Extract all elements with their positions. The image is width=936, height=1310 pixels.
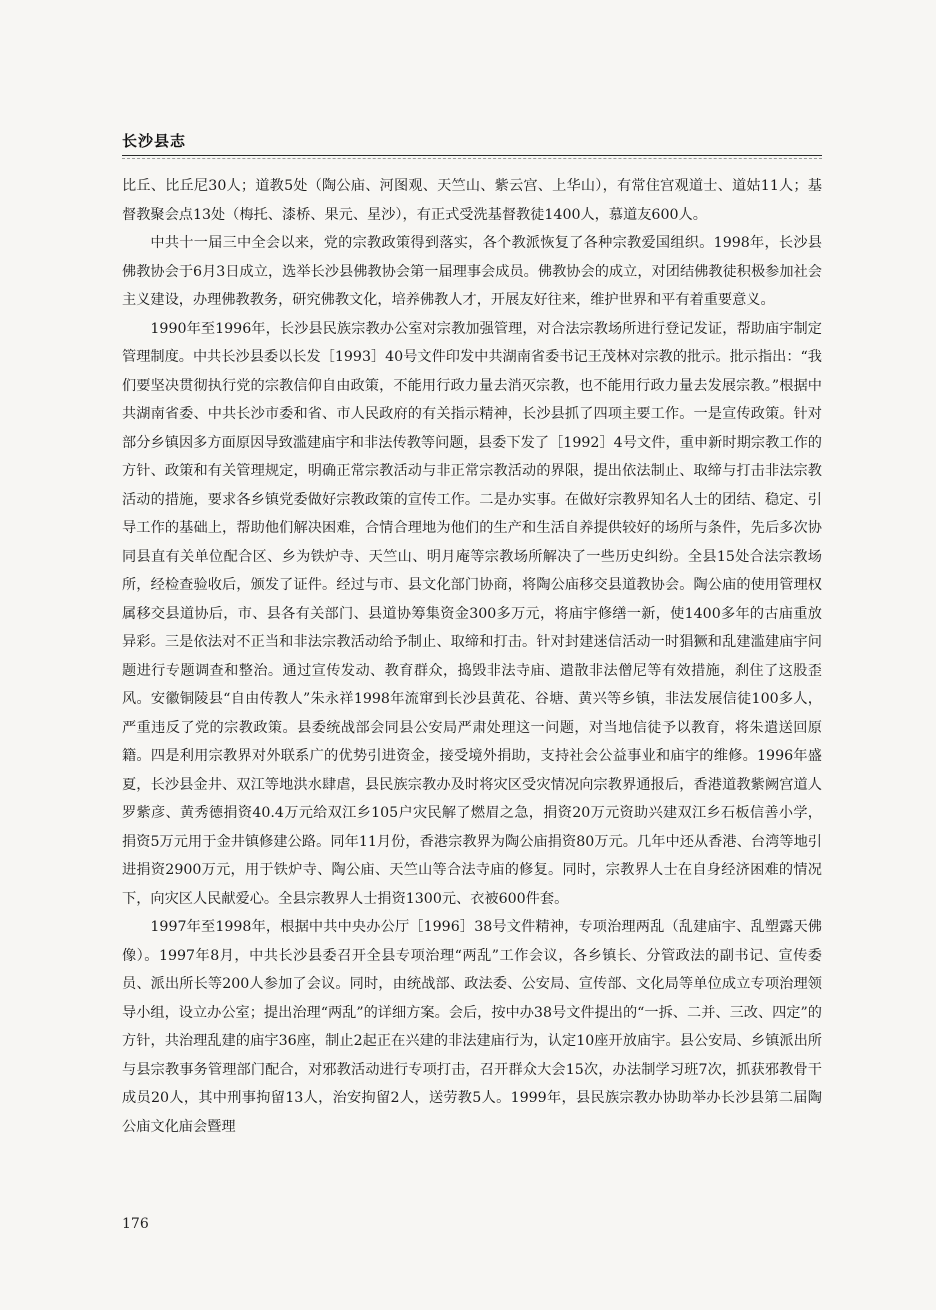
paragraph-3: 1990年至1996年，长沙县民族宗教办公室对宗教加强管理，对合法宗教场所进行登记发证，帮助庙宇制定管理制度。中共长沙县委以长发［1993］40号文件印发中共湖南省委书记王茂林对宗教的批示。批示指出：“我们要坚决贯彻执行党的宗教信仰自由政策，不能用行政力量去消灭宗教，也不能用行政力量去发展宗教。”根据中共湖南省委、中共长沙市委和省、市人民政府的有关指示精神，长沙县抓了四项主要工作。一是宣传政策。针对部分乡镇因多方面原因导致滥建庙宇和非法传教等问题，县委下发了［1992］4号文件，重申新时期宗教工作的方针、政策和有关管理规定，明确正常宗教活动与非正常宗教活动的界限，提出依法制止、取缔与打击非法宗教活动的措施，要求各乡镇党委做好宗教政策的宣传工作。二是办实事。在做好宗教界知名人士的团结、稳定、引导工作的基础上，帮助他们解决困难，合情合理地为他们的生产和生活自养提供较好的场所与条件，先后多次协同县直有关单位配合区、乡为铁炉寺、天竺山、明月庵等宗教场所解决了一些历史纠纷。全县15处合法宗教场所，经检查验收后，颁发了证件。经过与市、县文化部门协商，将陶公庙移交县道教协会。陶公庙的使用管理权属移交县道协后，市、县各有关部门、县道协筹集资金300多万元，将庙宇修缮一新，使1400多年的古庙重放异彩。三是依法对不正当和非法宗教活动给予制止、取缔和打击。针对封建迷信活动一时猖獗和乱建滥建庙宇问题进行专题调查和整治。通过宣传发动、教育群众，捣毁非法寺庙、遣散非法僧尼等有效措施，刹住了这股歪风。安徽铜陵县“自由传教人”朱永祥1998年流窜到长沙县黄花、谷塘、黄兴等乡镇，非法发展信徒100多人，严重违反了党的宗教政策。县委统战部会同县公安局严肃处理这一问题，对当地信徒予以教育，将朱遣送回原籍。四是利用宗教界对外联系广的优势引进资金，接受境外捐助，支持社会公益事业和庙宇的维修。1996年盛夏，长沙县金井、双江等地洪水肆虐，县民族宗教办及时将灾区受灾情况向宗教界通报后，香港道教紫阙宫道人罗紫彦、黄秀德捐资40.4万元给双江乡105户灾民解了燃眉之急，捐资20万元资助兴建双江乡石板信善小学，捐资5万元用于金井镇修建公路。同年11月份，香港宗教界为陶公庙捐资80万元。几年中还从香港、台湾等地引进捐资2900万元，用于铁炉寺、陶公庙、天竺山等合法寺庙的修复。同时，宗教界人士在自身经济困难的情况下，向灾区人民献爱心。全县宗教界人士捐资1300元、衣被600件套。 (122, 320, 822, 907)
header-rule-dashed (122, 158, 822, 159)
running-head-title: 长沙县志 (122, 132, 187, 150)
body-text (122, 172, 822, 1141)
paragraph-1: 比丘、比丘尼30人；道教5处（陶公庙、河图观、天竺山、紫云宫、上华山），有常住宫观道士、道姑11人；基督教聚会点13处（梅托、漆桥、果元、星沙），有正式受洗基督教徒1400人，慕道友600人。 (122, 178, 822, 223)
page-number: 176 (122, 1216, 149, 1232)
header-rule (122, 155, 822, 156)
paragraph-2: 中共十一届三中全会以来，党的宗教政策得到落实，各个教派恢复了各种宗教爱国组织。1998年，长沙县佛教协会于6月3日成立，选举长沙县佛教协会第一届理事会成员。佛教协会的成立，对团结佛教徒积极参加社会主义建设，办理佛教教务，研究佛教文化，培养佛教人才，开展友好往来，维护世界和平有着重要意义。 (122, 235, 822, 308)
paragraph-4: 1997年至1998年，根据中共中央办公厅［1996］38号文件精神，专项治理两乱（乱建庙宇、乱塑露天佛像）。1997年8月，中共长沙县委召开全县专项治理“两乱”工作会议，各乡镇长、分管政法的副书记、宣传委员、派出所长等200人参加了会议。同时，由统战部、政法委、公安局、宣传部、文化局等单位成立专项治理领导小组，设立办公室；提出治理“两乱”的详细方案。会后，按中办38号文件提出的“一拆、二并、三改、四定”的方针，共治理乱建的庙宇36座，制止2起正在兴建的非法建庙行为，认定10座开放庙宇。县公安局、乡镇派出所与县宗教事务管理部门配合，对邪教活动进行专项打击，召开群众大会15次，办法制学习班7次，抓获邪教骨干成员20人，其中刑事拘留13人，治安拘留2人，送劳教5人。1999年，县民族宗教办协助举办长沙县第二届陶公庙文化庙会暨理 (122, 919, 822, 1135)
